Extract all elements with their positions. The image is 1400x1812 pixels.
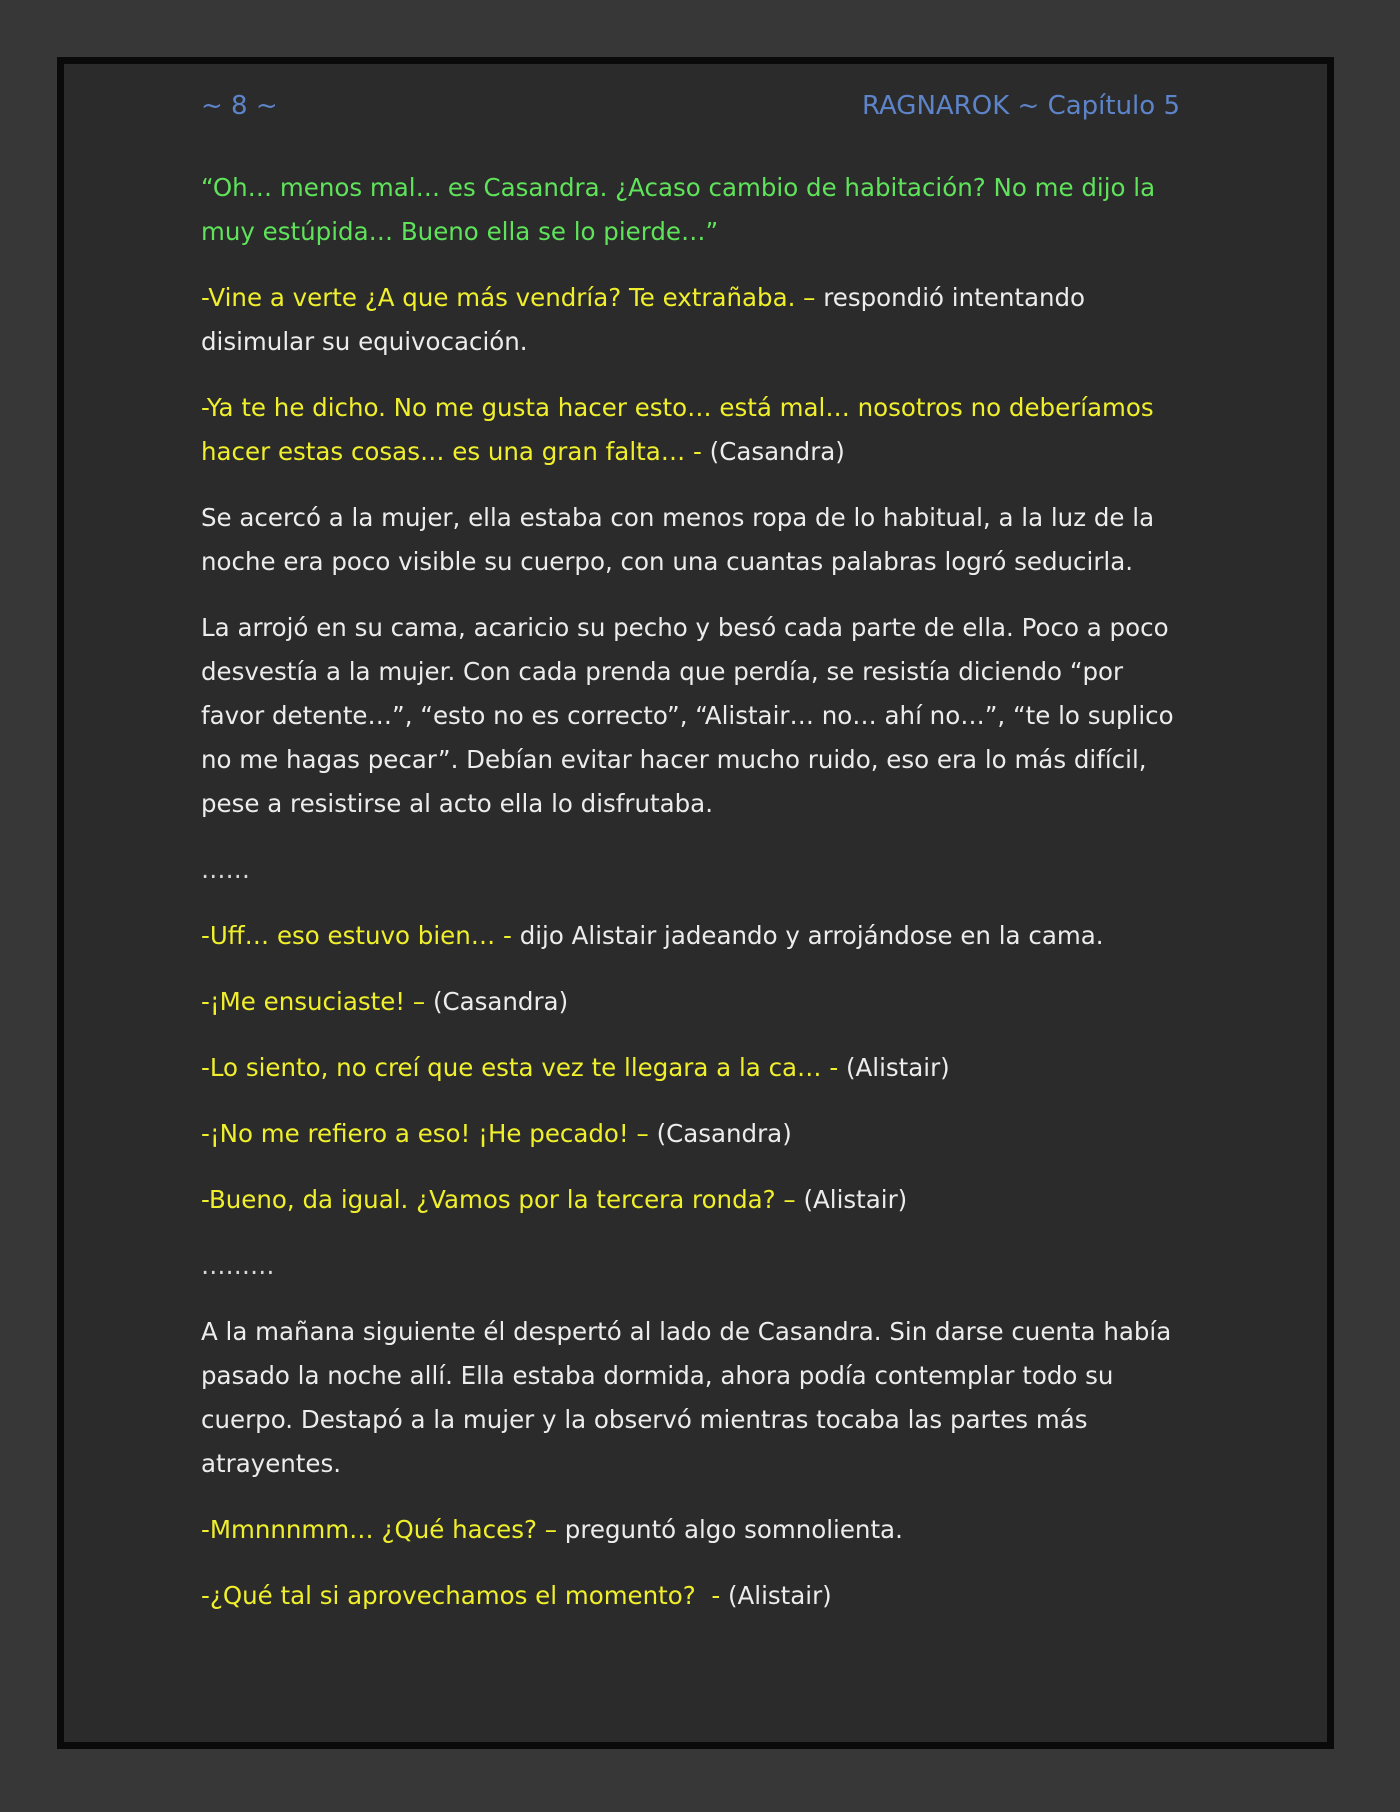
page-number: ~ 8 ~	[201, 91, 278, 121]
narration-text: dijo Alistair jadeando y arrojándose en la cama.	[511, 921, 1104, 950]
dialogue-text: -Bueno, da igual. ¿Vamos por la tercera ronda? –	[201, 1185, 796, 1214]
paragraph-narration	[201, 606, 1201, 826]
thought-line: muy estúpida… Bueno ella se lo pierde…”	[201, 217, 719, 246]
narration-line: desvestía a la mujer. Con cada prenda que perdía, se resistía diciendo “por	[201, 657, 1124, 686]
narration-line: La arrojó en su cama, acaricio su pecho y besó cada parte de ella. Poco a poco	[201, 613, 1169, 642]
narration-line: no me hagas pecar”. Debían evitar hacer mucho ruido, eso era lo más difícil,	[201, 745, 1147, 774]
narration-line: pese a resistirse al acto ella lo disfrutaba.	[201, 789, 713, 818]
dialogue-text: hacer estas cosas… es una gran falta… -	[201, 437, 702, 466]
speaker-tag: (Alistair)	[720, 1581, 832, 1610]
narration-text: respondió intentando	[815, 283, 1086, 312]
page-frame	[57, 57, 1334, 1749]
narration-line: Se acercó a la mujer, ella estaba con menos ropa de lo habitual, a la luz de la	[201, 503, 1155, 532]
narration-line: noche era poco visible su cuerpo, con una cuantas palabras logró seducirla.	[201, 547, 1134, 576]
paragraph-narration	[201, 496, 1201, 584]
paragraph-narration	[201, 1310, 1201, 1486]
paragraph-dialogue	[201, 1112, 1201, 1156]
paragraph-dialogue	[201, 1046, 1201, 1090]
dialogue-text: -Lo siento, no creí que esta vez te llegara a la ca… -	[201, 1053, 839, 1082]
speaker-tag: (Alistair)	[795, 1185, 908, 1214]
dialogue-text: -¿Qué tal si aprovechamos el momento? -	[201, 1581, 721, 1610]
chapter-title: RAGNAROK ~ Capítulo 5	[861, 91, 1180, 121]
paragraph-dialogue	[201, 276, 1201, 364]
paragraph-dialogue	[201, 980, 1201, 1024]
dialogue-text: -¡Me ensuciaste! –	[201, 987, 426, 1016]
paragraph-dialogue	[201, 914, 1201, 958]
speaker-tag: (Casandra)	[701, 437, 845, 466]
paragraph-dialogue	[201, 1574, 1201, 1618]
narration-line: atrayentes.	[201, 1449, 342, 1478]
paragraph-dialogue	[201, 1178, 1201, 1222]
scene-break: ……	[201, 855, 250, 884]
page-body	[201, 166, 1201, 1640]
speaker-tag: (Alistair)	[838, 1053, 950, 1082]
narration-line: cuerpo. Destapó a la mujer y la observó mientras tocaba las partes más	[201, 1405, 1088, 1434]
narration-line: A la mañana siguiente él despertó al lado de Casandra. Sin darse cuenta había	[201, 1317, 1172, 1346]
thought-line: “Oh… menos mal… es Casandra. ¿Acaso cambio de habitación? No me dijo la	[201, 173, 1156, 202]
paragraph-dialogue	[201, 386, 1201, 474]
narration-text: disimular su equivocación.	[201, 327, 528, 356]
paragraph-dialogue	[201, 1508, 1201, 1552]
speaker-tag: (Casandra)	[425, 987, 569, 1016]
scene-break: ………	[201, 1251, 275, 1280]
page-header	[201, 91, 1180, 131]
dialogue-text: -¡No me refiero a eso! ¡He pecado! –	[201, 1119, 649, 1148]
dialogue-text: -Mmnnnmm… ¿Qué haces? –	[201, 1515, 558, 1544]
narration-line: favor detente…”, “esto no es correcto”, “Alistair… no… ahí no…”, “te lo suplico	[201, 701, 1174, 730]
speaker-tag: (Casandra)	[648, 1119, 792, 1148]
dialogue-text: -Uff… eso estuvo bien… -	[201, 921, 512, 950]
dialogue-text: -Vine a verte ¿A que más vendría? Te extrañaba. –	[201, 283, 816, 312]
paragraph-thought	[201, 166, 1201, 254]
narration-text: preguntó algo somnolienta.	[557, 1515, 903, 1544]
narration-line: pasado la noche allí. Ella estaba dormida, ahora podía contemplar todo su	[201, 1361, 1114, 1390]
dialogue-text: -Ya te he dicho. No me gusta hacer esto… está mal… nosotros no deberíamos	[201, 393, 1154, 422]
